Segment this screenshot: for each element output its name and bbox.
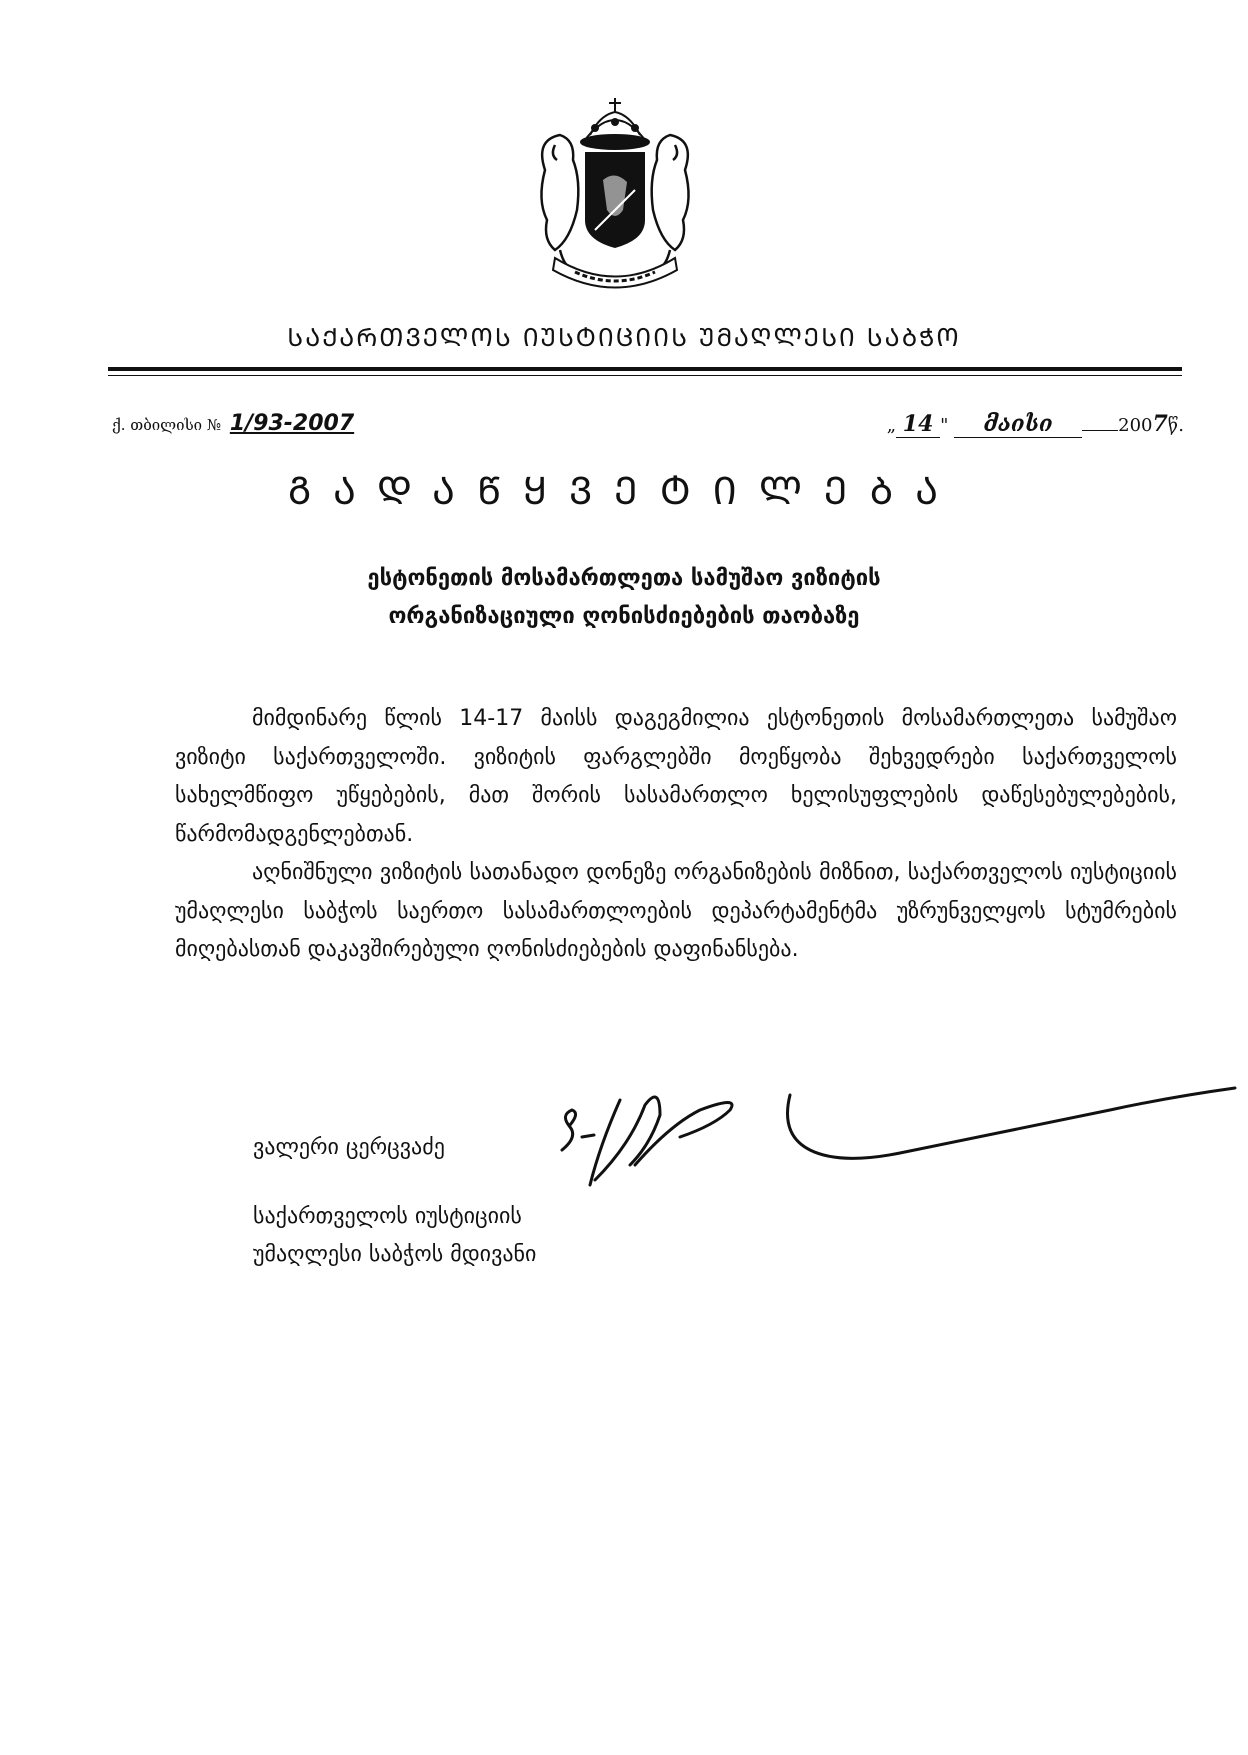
body-paragraph: მიმდინარე წლის 14-17 მაისს დაგეგმილია ესტონეთის მოსამართლეთა სამუშაო ვიზიტი საქართველოში. ვიზიტის ფარგლებში მოეწყობა შეხვედრები საქართველოს სახელმწიფო უწყებების, მათ შორის სასამართლო ხელისუფლების დაწესებულებების, წარმომადგენლებთან. [175, 706, 1177, 847]
reference-prefix: ქ. თბილისი № [112, 416, 222, 434]
date-day: 14 [896, 411, 940, 438]
crown-icon [581, 98, 649, 149]
handwritten-signature [550, 1055, 1240, 1205]
subject-heading [0, 560, 1248, 636]
signer-title-line-2: უმაღლესი საბჭოს მდივანი [253, 1242, 537, 1267]
subject-line-1: ესტონეთის მოსამართლეთა სამუშაო ვიზიტის [367, 566, 881, 591]
date-suffix: წ. [1167, 415, 1184, 436]
motto-ribbon [553, 258, 677, 288]
lion-left-icon [541, 135, 578, 268]
coat-of-arms-emblem [515, 90, 715, 300]
date-year-digit: 7 [1152, 411, 1168, 437]
signer-name: ვალერი ცერცვაძე [253, 1135, 445, 1160]
document-date: „ 14 " მაისი 2007წ. [886, 411, 1184, 437]
header-rule-thick [108, 367, 1182, 371]
council-name: ᲡᲐᲥᲐᲠᲗᲕᲔᲚᲝᲡ ᲘᲣᲡᲢᲘᲪᲘᲘᲡ ᲣᲛᲐᲦᲚᲔᲡᲘ ᲡᲐᲑᲭᲝ [287, 323, 961, 352]
body-paragraph: აღნიშნული ვიზიტის სათანადო დონეზე ორგანიზების მიზნით, საქართველოს იუსტიციის უმაღლესი საბჭოს საერთო სასამართლოების დეპარტამენტმა უზრუნველყოს სტუმრების მიღებასთან დაკავშირებული ღონისძიებების დაფინანსება. [175, 860, 1177, 962]
reference-value: 1/93-2007 [229, 411, 355, 436]
signer-title-line-1: საქართველოს იუსტიციის [253, 1204, 522, 1229]
header-rule-thin [108, 375, 1182, 376]
date-year-prefix: 200 [1118, 415, 1153, 436]
document-type-title: ᲒᲐᲓᲐᲬᲧᲕᲔᲢᲘᲚᲔᲑᲐ [287, 469, 961, 513]
subject-line-2: ორგანიზაციული ღონისძიებების თაობაზე [388, 604, 860, 629]
signer-title [253, 1198, 536, 1274]
reference-number [112, 411, 354, 436]
date-month: მაისი [954, 411, 1082, 438]
document-body [175, 700, 1177, 970]
lion-right-icon [652, 135, 689, 268]
